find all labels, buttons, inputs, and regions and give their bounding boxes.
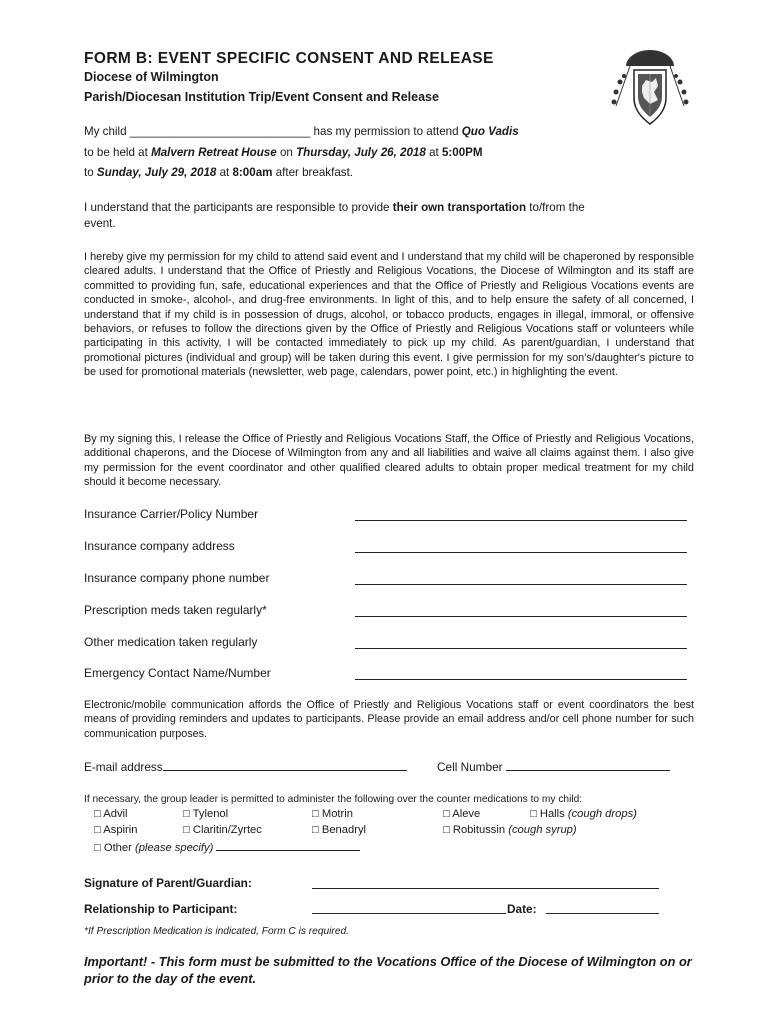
other-label: Other: [103, 842, 132, 854]
checkbox-icon[interactable]: □: [94, 842, 101, 854]
cell-label: Cell Number: [437, 760, 503, 774]
emergency-contact-field[interactable]: [355, 679, 687, 680]
date-label: Date:: [507, 902, 537, 916]
end-date: Sunday, July 29, 2018: [96, 166, 217, 179]
cell-number-field[interactable]: [506, 760, 670, 771]
insurance-carrier-field[interactable]: [355, 520, 687, 521]
claritin-option[interactable]: [183, 824, 262, 836]
form-subtitle: Parish/Diocesan Institution Trip/Event Consent and Release: [84, 90, 439, 104]
email-field[interactable]: [163, 760, 407, 771]
venue-name: Malvern Retreat House: [151, 146, 277, 159]
after-text: after breakfast.: [275, 166, 354, 179]
signature-field[interactable]: [312, 888, 659, 889]
electronic-communication-note: Electronic/mobile communication affords the Office of Priestly and Religious Vocations staff or event coordinators the best means of providing reminders and updates to participants. Please provide an email address and/or cell phone number for such communication purposes.: [84, 699, 694, 740]
tylenol-option[interactable]: [183, 808, 228, 820]
emergency-contact-label: Emergency Contact Name/Number: [84, 666, 271, 680]
end-time: 8:00am: [232, 166, 273, 179]
prescription-meds-field[interactable]: [355, 616, 687, 617]
medications-intro: If necessary, the group leader is permitted to administer the following over the counter medications to my child:: [84, 794, 583, 805]
checkbox-icon[interactable]: □: [443, 808, 450, 820]
start-time: 5:00PM: [441, 146, 483, 159]
org-name: Diocese of Wilmington: [84, 70, 219, 84]
held-at-text: to be held at: [84, 146, 148, 159]
aleve-option[interactable]: [443, 808, 480, 820]
checkbox-icon[interactable]: □: [183, 824, 190, 836]
other-option[interactable]: [94, 840, 360, 854]
transport-line: [84, 201, 696, 214]
insurance-address-label: Insurance company address: [84, 539, 235, 553]
halls-label: Halls: [539, 808, 565, 820]
tylenol-label: Tylenol: [192, 808, 229, 820]
other-medication-field[interactable]: [355, 648, 687, 649]
benadryl-option[interactable]: [312, 824, 366, 836]
form-title: FORM B: EVENT SPECIFIC CONSENT AND RELEASE: [84, 50, 494, 67]
claritin-label: Claritin/Zyrtec: [192, 824, 262, 836]
motrin-label: Motrin: [321, 808, 353, 820]
insurance-phone-label: Insurance company phone number: [84, 571, 270, 585]
aleve-label: Aleve: [452, 808, 481, 820]
advil-label: Advil: [103, 808, 128, 820]
other-medication-specify-field[interactable]: [216, 840, 360, 851]
important-notice: Important! - This form must be submitted to the Vocations Office of the Diocese of Wilmington on or prior to the day of the event.: [84, 954, 692, 986]
intro-line-2: [84, 146, 483, 159]
child-name-field[interactable]: ____________________________: [129, 125, 311, 138]
intro-line-3: [84, 166, 353, 179]
release-paragraph: By my signing this, I release the Office of Priestly and Religious Vocations Staff, the Office of Priestly and Religious Vocations, additional chaperons, and the Diocese of Wilmington from any and all liabilities and waive all claims against them. I also give my permission for the event coordinator and other qualified cleared adults to obtain proper medical treatment for my child should it become necessary.: [84, 433, 694, 489]
aspirin-option[interactable]: [94, 824, 137, 836]
halls-option[interactable]: [530, 808, 637, 820]
cell-row: [437, 760, 670, 774]
signature-label: Signature of Parent/Guardian:: [84, 876, 252, 890]
transport-post: to/from the: [529, 201, 585, 214]
relationship-label: Relationship to Participant:: [84, 902, 238, 916]
email-row: [84, 760, 407, 774]
other-medication-label: Other medication taken regularly: [84, 635, 258, 649]
at-text-2: at: [219, 166, 230, 179]
checkbox-icon[interactable]: □: [312, 824, 319, 836]
insurance-address-field[interactable]: [355, 552, 687, 553]
insurance-phone-field[interactable]: [355, 584, 687, 585]
checkbox-icon[interactable]: □: [443, 824, 450, 836]
start-date: Thursday, July 26, 2018: [296, 146, 426, 159]
date-field[interactable]: [546, 913, 659, 914]
permission-paragraph: I hereby give my permission for my child to attend said event and I understand that my child will be chaperoned by responsible cleared adults. I understand that the Office of Priestly and Religious Vocations, the Diocese of Wilmington and its staff are committed to providing fun, safe, educational experiences and that the Office of Priestly and Religious Vocations events are conducted in smoke-, alcohol-, and drug-free environments. In light of this, and to help ensure the safety of all concerned, I understand that if my child is in possession of drugs, alcohol, or tobacco products, engages in illegal, immoral, or offensive behaviors, or refuses to follow the directions given by the Office of Priestly and Religious Vocations staff or volunteers while participating in this activity, I will be contacted immediately to pick up my child. As parent/guardian, I understand that promotional pictures (individual and group) will be taken during this event. I give permission for my son's/daughter's picture to be used for promotional materials (newsletter, web page, calendars, power point, etc.) in highlighting the event.: [84, 251, 694, 379]
on-text: on: [279, 146, 293, 159]
robitussin-note: (cough syrup): [508, 824, 577, 836]
intro-line-1: [84, 125, 519, 138]
my-child-label: My child: [84, 125, 127, 138]
checkbox-icon[interactable]: □: [530, 808, 537, 820]
transport-bold: their own transportation: [392, 201, 527, 214]
checkbox-icon[interactable]: □: [183, 808, 190, 820]
at-text: at: [429, 146, 439, 159]
transport-line-2: event.: [84, 217, 116, 230]
insurance-carrier-label: Insurance Carrier/Policy Number: [84, 507, 259, 521]
other-note: (please specify): [134, 842, 214, 854]
checkbox-icon[interactable]: □: [312, 808, 319, 820]
robitussin-label: Robitussin: [452, 824, 506, 836]
prescription-meds-label: Prescription meds taken regularly*: [84, 603, 267, 617]
checkbox-icon[interactable]: □: [94, 808, 101, 820]
prescription-footnote: *If Prescription Medication is indicated, Form C is required.: [84, 926, 349, 937]
robitussin-option[interactable]: [443, 824, 577, 836]
relationship-field[interactable]: [312, 913, 506, 914]
halls-note: (cough drops): [567, 808, 637, 820]
to-text: to: [84, 166, 94, 179]
aspirin-label: Aspirin: [103, 824, 138, 836]
benadryl-label: Benadryl: [321, 824, 367, 836]
email-label: E-mail address: [84, 760, 163, 774]
advil-option[interactable]: [94, 808, 128, 820]
transport-pre: I understand that the participants are responsible to provide: [84, 201, 390, 214]
motrin-option[interactable]: [312, 808, 353, 820]
diocese-crest-icon: [606, 46, 694, 130]
permission-text: has my permission to attend: [313, 125, 459, 138]
event-name: Quo Vadis: [461, 125, 519, 138]
checkbox-icon[interactable]: □: [94, 824, 101, 836]
